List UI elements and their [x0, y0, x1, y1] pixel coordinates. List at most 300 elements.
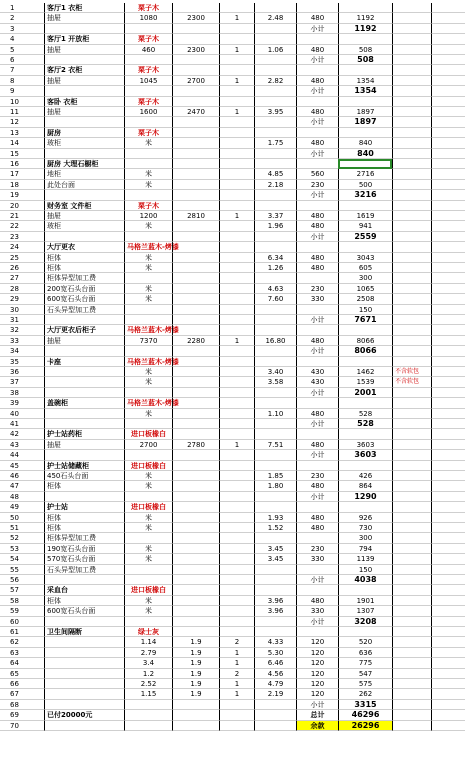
area-cell[interactable] — [254, 242, 296, 252]
amount-cell[interactable]: 150 — [338, 565, 392, 575]
blank-cell[interactable] — [431, 346, 465, 356]
unit-price-cell[interactable]: 余款 — [296, 721, 338, 731]
item-name-cell[interactable]: 此处台面 — [44, 180, 124, 190]
area-cell[interactable]: 16.80 — [254, 336, 296, 346]
row-number[interactable]: 12 — [0, 117, 44, 127]
width-or-material-cell[interactable]: 进口板橡白 — [124, 429, 172, 439]
note-cell[interactable] — [392, 585, 431, 595]
width-or-material-cell[interactable] — [124, 305, 172, 315]
unit-price-cell[interactable]: 480 — [296, 253, 338, 263]
width-or-material-cell[interactable]: 米 — [124, 596, 172, 606]
amount-cell[interactable]: 26296 — [338, 721, 392, 731]
area-cell[interactable]: 3.40 — [254, 367, 296, 377]
area-cell[interactable] — [254, 419, 296, 429]
unit-price-cell[interactable] — [296, 159, 338, 169]
item-name-cell[interactable]: 石头异型加工费 — [44, 305, 124, 315]
height-cell[interactable] — [172, 169, 219, 179]
unit-price-cell[interactable]: 小计 — [296, 24, 338, 34]
width-or-material-cell[interactable] — [124, 86, 172, 96]
row-number[interactable]: 62 — [0, 637, 44, 647]
area-cell[interactable]: 3.96 — [254, 596, 296, 606]
area-cell[interactable] — [254, 502, 296, 512]
row-number[interactable]: 9 — [0, 86, 44, 96]
item-name-cell[interactable] — [44, 149, 124, 159]
note-cell[interactable] — [392, 461, 431, 471]
height-cell[interactable] — [172, 409, 219, 419]
unit-price-cell[interactable]: 小计 — [296, 232, 338, 242]
blank-cell[interactable] — [431, 138, 465, 148]
width-or-material-cell[interactable] — [124, 346, 172, 356]
quantity-cell[interactable] — [219, 24, 254, 34]
note-cell[interactable] — [392, 648, 431, 658]
item-name-cell[interactable] — [44, 377, 124, 387]
row-number[interactable]: 64 — [0, 658, 44, 668]
width-or-material-cell[interactable]: 2700 — [124, 440, 172, 450]
amount-cell[interactable]: 926 — [338, 513, 392, 523]
quantity-cell[interactable] — [219, 575, 254, 585]
item-name-cell[interactable] — [44, 700, 124, 710]
item-name-cell[interactable]: 450石头台面 — [44, 471, 124, 481]
width-or-material-cell[interactable]: 1080 — [124, 13, 172, 23]
width-or-material-cell[interactable]: 米 — [124, 409, 172, 419]
row-number[interactable]: 47 — [0, 481, 44, 491]
amount-cell[interactable]: 1065 — [338, 284, 392, 294]
quantity-cell[interactable] — [219, 596, 254, 606]
blank-cell[interactable] — [431, 232, 465, 242]
row-number[interactable]: 25 — [0, 253, 44, 263]
item-name-cell[interactable] — [44, 492, 124, 502]
item-name-cell[interactable] — [44, 658, 124, 668]
unit-price-cell[interactable]: 480 — [296, 211, 338, 221]
blank-cell[interactable] — [431, 419, 465, 429]
amount-cell[interactable]: 794 — [338, 544, 392, 554]
quantity-cell[interactable] — [219, 492, 254, 502]
height-cell[interactable] — [172, 149, 219, 159]
row-number[interactable]: 55 — [0, 565, 44, 575]
quantity-cell[interactable] — [219, 169, 254, 179]
note-cell[interactable] — [392, 242, 431, 252]
row-number[interactable]: 1 — [0, 3, 44, 13]
unit-price-cell[interactable]: 430 — [296, 377, 338, 387]
amount-cell[interactable]: 3043 — [338, 253, 392, 263]
note-cell[interactable] — [392, 284, 431, 294]
blank-cell[interactable] — [431, 107, 465, 117]
amount-cell[interactable]: 426 — [338, 471, 392, 481]
height-cell[interactable] — [172, 325, 219, 335]
blank-cell[interactable] — [431, 180, 465, 190]
height-cell[interactable] — [172, 180, 219, 190]
item-name-cell[interactable]: 客厅2 衣柜 — [44, 65, 124, 75]
note-cell[interactable] — [392, 34, 431, 44]
item-name-cell[interactable]: 抽屉 — [44, 45, 124, 55]
item-name-cell[interactable]: 采血台 — [44, 585, 124, 595]
height-cell[interactable] — [172, 575, 219, 585]
quantity-cell[interactable] — [219, 232, 254, 242]
blank-cell[interactable] — [431, 325, 465, 335]
amount-cell[interactable]: 300 — [338, 533, 392, 543]
blank-cell[interactable] — [431, 273, 465, 283]
note-cell[interactable] — [392, 190, 431, 200]
quantity-cell[interactable] — [219, 201, 254, 211]
item-name-cell[interactable]: 柜体异型加工费 — [44, 273, 124, 283]
unit-price-cell[interactable] — [296, 461, 338, 471]
unit-price-cell[interactable]: 480 — [296, 45, 338, 55]
blank-cell[interactable] — [431, 159, 465, 169]
width-or-material-cell[interactable]: 米 — [124, 513, 172, 523]
area-cell[interactable] — [254, 305, 296, 315]
amount-cell[interactable]: 636 — [338, 648, 392, 658]
height-cell[interactable]: 2700 — [172, 76, 219, 86]
unit-price-cell[interactable]: 560 — [296, 169, 338, 179]
height-cell[interactable]: 2280 — [172, 336, 219, 346]
height-cell[interactable] — [172, 450, 219, 460]
area-cell[interactable]: 1.96 — [254, 221, 296, 231]
quantity-cell[interactable] — [219, 284, 254, 294]
unit-price-cell[interactable]: 480 — [296, 513, 338, 523]
blank-cell[interactable] — [431, 211, 465, 221]
blank-cell[interactable] — [431, 117, 465, 127]
unit-price-cell[interactable]: 480 — [296, 596, 338, 606]
amount-cell[interactable]: 4038 — [338, 575, 392, 585]
unit-price-cell[interactable]: 330 — [296, 606, 338, 616]
area-cell[interactable] — [254, 710, 296, 720]
width-or-material-cell[interactable]: 栗子木 — [124, 3, 172, 13]
blank-cell[interactable] — [431, 221, 465, 231]
width-or-material-cell[interactable] — [124, 55, 172, 65]
height-cell[interactable]: 2300 — [172, 13, 219, 23]
area-cell[interactable] — [254, 55, 296, 65]
quantity-cell[interactable]: 1 — [219, 648, 254, 658]
note-cell[interactable] — [392, 55, 431, 65]
height-cell[interactable] — [172, 606, 219, 616]
blank-cell[interactable] — [431, 658, 465, 668]
blank-cell[interactable] — [431, 565, 465, 575]
quantity-cell[interactable]: 1 — [219, 679, 254, 689]
unit-price-cell[interactable]: 120 — [296, 637, 338, 647]
area-cell[interactable]: 1.75 — [254, 138, 296, 148]
note-cell[interactable] — [392, 627, 431, 637]
area-cell[interactable] — [254, 627, 296, 637]
quantity-cell[interactable] — [219, 617, 254, 627]
amount-cell[interactable]: 547 — [338, 669, 392, 679]
width-or-material-cell[interactable]: 米 — [124, 180, 172, 190]
area-cell[interactable]: 2.19 — [254, 689, 296, 699]
note-cell[interactable]: 不含软包 — [392, 377, 431, 387]
amount-cell[interactable] — [338, 502, 392, 512]
unit-price-cell[interactable]: 小计 — [296, 55, 338, 65]
area-cell[interactable]: 3.58 — [254, 377, 296, 387]
height-cell[interactable]: 1.9 — [172, 637, 219, 647]
blank-cell[interactable] — [431, 128, 465, 138]
note-cell[interactable] — [392, 669, 431, 679]
quantity-cell[interactable] — [219, 159, 254, 169]
unit-price-cell[interactable]: 480 — [296, 13, 338, 23]
note-cell[interactable] — [392, 294, 431, 304]
quantity-cell[interactable] — [219, 346, 254, 356]
row-number[interactable]: 29 — [0, 294, 44, 304]
item-name-cell[interactable]: 护士站储藏柜 — [44, 461, 124, 471]
note-cell[interactable] — [392, 315, 431, 325]
blank-cell[interactable] — [431, 76, 465, 86]
row-number[interactable]: 15 — [0, 149, 44, 159]
blank-cell[interactable] — [431, 669, 465, 679]
amount-cell[interactable]: 2508 — [338, 294, 392, 304]
unit-price-cell[interactable] — [296, 325, 338, 335]
quantity-cell[interactable] — [219, 221, 254, 231]
width-or-material-cell[interactable]: 7370 — [124, 336, 172, 346]
row-number[interactable]: 20 — [0, 201, 44, 211]
item-name-cell[interactable]: 抽屉 — [44, 76, 124, 86]
unit-price-cell[interactable] — [296, 128, 338, 138]
area-cell[interactable] — [254, 617, 296, 627]
unit-price-cell[interactable]: 小计 — [296, 617, 338, 627]
unit-price-cell[interactable] — [296, 357, 338, 367]
width-or-material-cell[interactable]: 2.79 — [124, 648, 172, 658]
blank-cell[interactable] — [431, 627, 465, 637]
unit-price-cell[interactable]: 480 — [296, 138, 338, 148]
amount-cell[interactable]: 840 — [338, 149, 392, 159]
blank-cell[interactable] — [431, 409, 465, 419]
row-number[interactable]: 69 — [0, 710, 44, 720]
quantity-cell[interactable] — [219, 117, 254, 127]
unit-price-cell[interactable]: 480 — [296, 523, 338, 533]
item-name-cell[interactable]: 抽屉 — [44, 211, 124, 221]
width-or-material-cell[interactable]: 栗子木 — [124, 34, 172, 44]
row-number[interactable]: 40 — [0, 409, 44, 419]
area-cell[interactable] — [254, 398, 296, 408]
amount-cell[interactable] — [338, 325, 392, 335]
item-name-cell[interactable]: 抽屉 — [44, 13, 124, 23]
unit-price-cell[interactable]: 480 — [296, 409, 338, 419]
blank-cell[interactable] — [431, 169, 465, 179]
area-cell[interactable] — [254, 565, 296, 575]
unit-price-cell[interactable]: 430 — [296, 367, 338, 377]
row-number[interactable]: 36 — [0, 367, 44, 377]
note-cell[interactable] — [392, 575, 431, 585]
width-or-material-cell[interactable]: 3.4 — [124, 658, 172, 668]
item-name-cell[interactable] — [44, 689, 124, 699]
width-or-material-cell[interactable] — [124, 710, 172, 720]
row-number[interactable]: 46 — [0, 471, 44, 481]
area-cell[interactable]: 1.52 — [254, 523, 296, 533]
note-cell[interactable] — [392, 502, 431, 512]
unit-price-cell[interactable]: 330 — [296, 294, 338, 304]
note-cell[interactable] — [392, 232, 431, 242]
quantity-cell[interactable]: 1 — [219, 211, 254, 221]
quantity-cell[interactable] — [219, 315, 254, 325]
blank-cell[interactable] — [431, 263, 465, 273]
note-cell[interactable] — [392, 409, 431, 419]
amount-cell[interactable]: 1354 — [338, 86, 392, 96]
unit-price-cell[interactable] — [296, 627, 338, 637]
height-cell[interactable] — [172, 419, 219, 429]
row-number[interactable]: 14 — [0, 138, 44, 148]
note-cell[interactable] — [392, 523, 431, 533]
height-cell[interactable] — [172, 284, 219, 294]
height-cell[interactable] — [172, 263, 219, 273]
height-cell[interactable] — [172, 544, 219, 554]
note-cell[interactable] — [392, 336, 431, 346]
width-or-material-cell[interactable] — [124, 700, 172, 710]
area-cell[interactable] — [254, 492, 296, 502]
width-or-material-cell[interactable] — [124, 450, 172, 460]
item-name-cell[interactable]: 柜体异型加工费 — [44, 533, 124, 543]
height-cell[interactable] — [172, 481, 219, 491]
area-cell[interactable]: 6.34 — [254, 253, 296, 263]
quantity-cell[interactable] — [219, 429, 254, 439]
note-cell[interactable] — [392, 97, 431, 107]
row-number[interactable]: 4 — [0, 34, 44, 44]
row-number[interactable]: 37 — [0, 377, 44, 387]
unit-price-cell[interactable]: 330 — [296, 554, 338, 564]
unit-price-cell[interactable]: 230 — [296, 284, 338, 294]
height-cell[interactable] — [172, 502, 219, 512]
amount-cell[interactable]: 1192 — [338, 24, 392, 34]
row-number[interactable]: 26 — [0, 263, 44, 273]
blank-cell[interactable] — [431, 471, 465, 481]
blank-cell[interactable] — [431, 721, 465, 731]
note-cell[interactable] — [392, 149, 431, 159]
area-cell[interactable]: 1.80 — [254, 481, 296, 491]
note-cell[interactable] — [392, 346, 431, 356]
row-number[interactable]: 53 — [0, 544, 44, 554]
item-name-cell[interactable]: 200宽石头台面 — [44, 284, 124, 294]
height-cell[interactable] — [172, 513, 219, 523]
area-cell[interactable] — [254, 149, 296, 159]
height-cell[interactable] — [172, 533, 219, 543]
row-number[interactable]: 41 — [0, 419, 44, 429]
amount-cell[interactable]: 508 — [338, 45, 392, 55]
item-name-cell[interactable]: 卡座 — [44, 357, 124, 367]
unit-price-cell[interactable]: 小计 — [296, 575, 338, 585]
blank-cell[interactable] — [431, 585, 465, 595]
quantity-cell[interactable] — [219, 294, 254, 304]
unit-price-cell[interactable] — [296, 97, 338, 107]
quantity-cell[interactable] — [219, 409, 254, 419]
item-name-cell[interactable]: 570宽石头台面 — [44, 554, 124, 564]
note-cell[interactable] — [392, 201, 431, 211]
unit-price-cell[interactable]: 480 — [296, 263, 338, 273]
area-cell[interactable] — [254, 315, 296, 325]
note-cell[interactable] — [392, 86, 431, 96]
width-or-material-cell[interactable]: 米 — [124, 169, 172, 179]
item-name-cell[interactable] — [44, 86, 124, 96]
area-cell[interactable]: 1.26 — [254, 263, 296, 273]
area-cell[interactable] — [254, 3, 296, 13]
amount-cell[interactable] — [338, 97, 392, 107]
width-or-material-cell[interactable]: 马格兰蓝木-烤漆 — [124, 242, 172, 252]
item-name-cell[interactable] — [44, 55, 124, 65]
unit-price-cell[interactable] — [296, 201, 338, 211]
blank-cell[interactable] — [431, 65, 465, 75]
row-number[interactable]: 51 — [0, 523, 44, 533]
area-cell[interactable] — [254, 159, 296, 169]
height-cell[interactable] — [172, 86, 219, 96]
row-number[interactable]: 61 — [0, 627, 44, 637]
amount-cell[interactable]: 3216 — [338, 190, 392, 200]
note-cell[interactable] — [392, 169, 431, 179]
height-cell[interactable]: 2780 — [172, 440, 219, 450]
item-name-cell[interactable]: 柜体 — [44, 596, 124, 606]
note-cell[interactable] — [392, 481, 431, 491]
row-number[interactable]: 33 — [0, 336, 44, 346]
width-or-material-cell[interactable] — [124, 159, 172, 169]
width-or-material-cell[interactable]: 米 — [124, 253, 172, 263]
blank-cell[interactable] — [431, 315, 465, 325]
blank-cell[interactable] — [431, 55, 465, 65]
amount-cell[interactable]: 508 — [338, 55, 392, 65]
quantity-cell[interactable]: 1 — [219, 76, 254, 86]
height-cell[interactable] — [172, 346, 219, 356]
width-or-material-cell[interactable]: 米 — [124, 523, 172, 533]
quantity-cell[interactable] — [219, 253, 254, 263]
quantity-cell[interactable] — [219, 273, 254, 283]
width-or-material-cell[interactable]: 米 — [124, 221, 172, 231]
unit-price-cell[interactable] — [296, 3, 338, 13]
quantity-cell[interactable] — [219, 190, 254, 200]
item-name-cell[interactable]: 柜体 — [44, 513, 124, 523]
row-number[interactable]: 57 — [0, 585, 44, 595]
row-number[interactable]: 48 — [0, 492, 44, 502]
item-name-cell[interactable]: 客厅1 开放柜 — [44, 34, 124, 44]
amount-cell[interactable] — [338, 159, 392, 169]
unit-price-cell[interactable]: 230 — [296, 180, 338, 190]
row-number[interactable]: 6 — [0, 55, 44, 65]
height-cell[interactable] — [172, 700, 219, 710]
amount-cell[interactable]: 730 — [338, 523, 392, 533]
quantity-cell[interactable] — [219, 721, 254, 731]
blank-cell[interactable] — [431, 3, 465, 13]
blank-cell[interactable] — [431, 637, 465, 647]
height-cell[interactable]: 2810 — [172, 211, 219, 221]
item-name-cell[interactable]: 厨房 — [44, 128, 124, 138]
quantity-cell[interactable]: 1 — [219, 440, 254, 450]
width-or-material-cell[interactable] — [124, 232, 172, 242]
width-or-material-cell[interactable]: 栗子木 — [124, 201, 172, 211]
area-cell[interactable]: 3.45 — [254, 544, 296, 554]
amount-cell[interactable] — [338, 398, 392, 408]
amount-cell[interactable]: 1897 — [338, 107, 392, 117]
area-cell[interactable] — [254, 575, 296, 585]
height-cell[interactable] — [172, 492, 219, 502]
unit-price-cell[interactable]: 120 — [296, 679, 338, 689]
area-cell[interactable] — [254, 190, 296, 200]
unit-price-cell[interactable] — [296, 305, 338, 315]
area-cell[interactable] — [254, 700, 296, 710]
note-cell[interactable] — [392, 117, 431, 127]
blank-cell[interactable] — [431, 149, 465, 159]
unit-price-cell[interactable]: 小计 — [296, 450, 338, 460]
width-or-material-cell[interactable]: 1.15 — [124, 689, 172, 699]
blank-cell[interactable] — [431, 429, 465, 439]
height-cell[interactable] — [172, 377, 219, 387]
width-or-material-cell[interactable] — [124, 24, 172, 34]
blank-cell[interactable] — [431, 513, 465, 523]
height-cell[interactable] — [172, 34, 219, 44]
item-name-cell[interactable]: 客卧 衣柜 — [44, 97, 124, 107]
height-cell[interactable] — [172, 585, 219, 595]
area-cell[interactable]: 3.95 — [254, 107, 296, 117]
width-or-material-cell[interactable] — [124, 565, 172, 575]
item-name-cell[interactable] — [44, 648, 124, 658]
unit-price-cell[interactable] — [296, 65, 338, 75]
height-cell[interactable] — [172, 471, 219, 481]
area-cell[interactable]: 1.06 — [254, 45, 296, 55]
blank-cell[interactable] — [431, 523, 465, 533]
height-cell[interactable] — [172, 273, 219, 283]
row-number[interactable]: 56 — [0, 575, 44, 585]
amount-cell[interactable]: 3208 — [338, 617, 392, 627]
